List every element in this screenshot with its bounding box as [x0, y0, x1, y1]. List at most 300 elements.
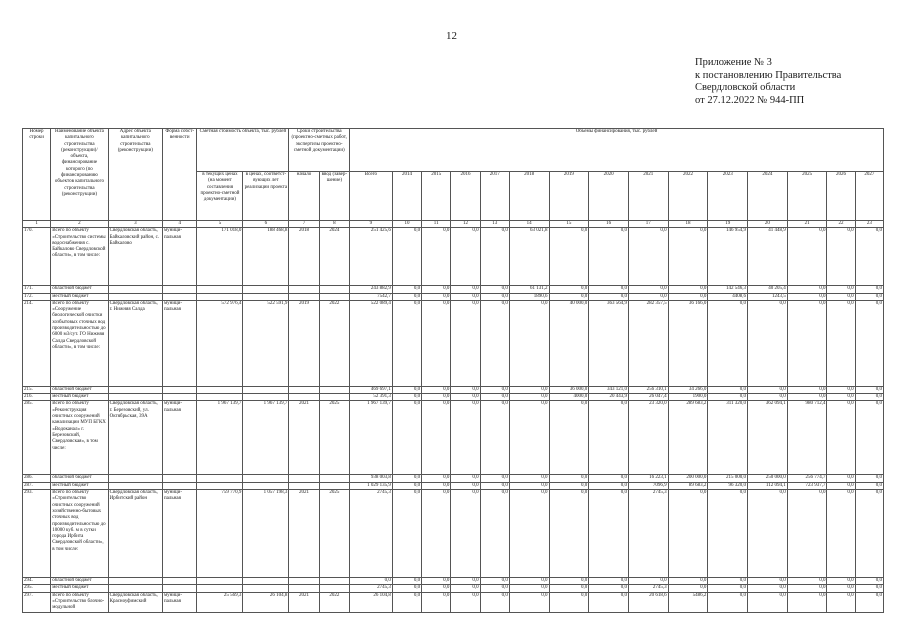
financing-year-value: 0,0: [855, 401, 883, 475]
financing-year-value: 0,0: [549, 592, 589, 612]
object-address: [108, 475, 162, 482]
ownership-form: муници-пальная: [162, 490, 196, 578]
header-total: Всего: [350, 172, 393, 221]
object-name: областной бюджет: [51, 286, 108, 293]
table-row: [23, 592, 884, 612]
financing-year-value: 0,0: [509, 300, 549, 386]
financing-total: 7542,7: [350, 293, 393, 300]
header-cost-project-years: в ценах, соответст-вующих лет реализации проекта: [243, 172, 289, 221]
term-end: 2022: [319, 300, 349, 386]
header-year: 2021: [628, 172, 668, 221]
financing-year-value: 0,0: [422, 394, 451, 401]
term-start: [289, 578, 319, 585]
financing-total: 938 003,8: [350, 475, 393, 482]
term-start: [289, 293, 319, 300]
financing-year-value: 61 131,2: [509, 286, 549, 293]
row-number: 287.: [23, 482, 51, 489]
financing-year-value: 0,0: [480, 490, 509, 578]
financing-year-value: 0,0: [589, 490, 629, 578]
financing-year-value: 0,0: [392, 394, 421, 401]
table-row: [23, 228, 884, 286]
financing-year-value: 0,0: [422, 482, 451, 489]
financing-year-value: 0,0: [392, 585, 421, 592]
financing-year-value: 1890,6: [509, 293, 549, 300]
financing-year-value: 0,0: [480, 592, 509, 612]
financing-year-value: 0,0: [855, 585, 883, 592]
cost-current: 171 018,0: [197, 228, 243, 286]
financing-year-value: 0,0: [480, 293, 509, 300]
financing-year-value: 0,0: [827, 482, 855, 489]
header-year: 2027: [855, 172, 883, 221]
financing-year-value: 0,0: [392, 482, 421, 489]
column-number: 12: [451, 221, 480, 228]
header-year: 2022: [668, 172, 708, 221]
row-number: 216.: [23, 394, 51, 401]
financing-year-value: 0,0: [855, 482, 883, 489]
financing-year-value: 0,0: [422, 592, 451, 612]
financing-year-value: 0,0: [668, 286, 708, 293]
financing-year-value: 1900,0: [668, 394, 708, 401]
row-number: 215.: [23, 386, 51, 393]
object-address: [108, 386, 162, 393]
financing-year-value: 0,0: [855, 386, 883, 393]
row-number: 297.: [23, 592, 51, 612]
column-number: 11: [422, 221, 451, 228]
header-term-end: ввод (завер-шение): [319, 172, 349, 221]
financing-year-value: 0,0: [392, 286, 421, 293]
financing-year-value: 0,0: [708, 394, 748, 401]
column-number: 23: [855, 221, 883, 228]
financing-year-value: 40 000,0: [549, 300, 589, 386]
cost-project-years: [243, 293, 289, 300]
table-row: [23, 386, 884, 393]
table-row: [23, 394, 884, 401]
financing-year-value: 0,0: [787, 585, 827, 592]
row-number: 172.: [23, 293, 51, 300]
header-object-name: Наименование объекта капитального строительства (реконструкции)/ объекта, финансирование которого (по финансированию объектов капитального строительства (реконструкции): [51, 129, 108, 221]
object-address: [108, 482, 162, 489]
row-number: 171.: [23, 286, 51, 293]
financing-total: 1 029 135,9: [350, 482, 393, 489]
object-address: Свердловская область, Ирбитский район: [108, 490, 162, 578]
financing-year-value: 200 000,0: [668, 475, 708, 482]
object-address: [108, 585, 162, 592]
financing-year-value: 0,0: [392, 578, 421, 585]
financing-year-value: 0,0: [748, 394, 788, 401]
column-number: 22: [827, 221, 855, 228]
financing-year-value: 0,0: [827, 286, 855, 293]
term-start: [289, 394, 319, 401]
financing-year-value: 0,0: [827, 394, 855, 401]
financing-year-value: 0,0: [787, 286, 827, 293]
financing-year-value: 289 683,2: [668, 401, 708, 475]
term-end: [319, 394, 349, 401]
financing-year-value: 0,0: [589, 482, 629, 489]
table-row: [23, 286, 884, 293]
financing-year-value: 0,0: [480, 585, 509, 592]
financing-year-value: 250 000,0: [748, 475, 788, 482]
cost-project-years: [243, 386, 289, 393]
financing-year-value: 0,0: [451, 578, 480, 585]
financing-year-value: 0,0: [480, 482, 509, 489]
financing-year-value: 0,0: [451, 228, 480, 286]
cost-project-years: 188 468,8: [243, 228, 289, 286]
financing-year-value: 0,0: [827, 293, 855, 300]
financing-year-value: 0,0: [451, 475, 480, 482]
financing-year-value: 0,0: [708, 578, 748, 585]
financing-year-value: 0,0: [422, 578, 451, 585]
object-name: местный бюджет: [51, 585, 108, 592]
ownership-form: [162, 386, 196, 393]
financing-year-value: 0,0: [628, 286, 668, 293]
financing-year-value: 0,0: [787, 578, 827, 585]
term-end: [319, 482, 349, 489]
object-name: Всего по объекту «Сооружение биологической очистки хозбытовых сточных вод производительностью до 6000 м3/сут. ГО Нижняя Салда Свердловской области», в том числе:: [51, 300, 108, 386]
object-name: местный бюджет: [51, 293, 108, 300]
term-end: [319, 585, 349, 592]
term-start: 2018: [289, 228, 319, 286]
financing-year-value: 40 205,4: [748, 286, 788, 293]
financing-year-value: 0,0: [589, 592, 629, 612]
financing-year-value: 0,0: [549, 228, 589, 286]
financing-year-value: 0,0: [451, 300, 480, 386]
financing-year-value: 0,0: [422, 286, 451, 293]
ownership-form: [162, 585, 196, 592]
financing-year-value: 282 357,5: [628, 300, 668, 386]
financing-year-value: 0,0: [708, 592, 748, 612]
financing-year-value: 0,0: [855, 300, 883, 386]
financing-year-value: 0,0: [589, 585, 629, 592]
appendix-line: Приложение № 3: [695, 57, 772, 68]
cost-current: [197, 386, 243, 393]
financing-year-value: 26 047,4: [628, 394, 668, 401]
term-start: 2021: [289, 592, 319, 612]
financing-table: [22, 128, 884, 613]
financing-year-value: 0,0: [509, 401, 549, 475]
term-end: [319, 475, 349, 482]
row-number: 214.: [23, 300, 51, 386]
table-row: [23, 300, 884, 386]
financing-year-value: 0,0: [748, 592, 788, 612]
financing-year-value: 0,0: [509, 394, 549, 401]
financing-year-value: 0,0: [451, 394, 480, 401]
financing-year-value: 0,0: [549, 475, 589, 482]
ownership-form: [162, 475, 196, 482]
term-start: [289, 475, 319, 482]
column-number: 16: [589, 221, 629, 228]
term-start: 2019: [289, 300, 319, 386]
financing-year-value: 0,0: [855, 475, 883, 482]
financing-year-value: 0,0: [549, 286, 589, 293]
financing-year-value: 362 094,1: [748, 401, 788, 475]
financing-year-value: 0,0: [589, 228, 629, 286]
column-number: 18: [668, 221, 708, 228]
cost-current: [197, 286, 243, 293]
financing-year-value: 0,0: [827, 585, 855, 592]
column-number: 21: [787, 221, 827, 228]
row-number: 285.: [23, 401, 51, 475]
financing-year-value: 0,0: [480, 475, 509, 482]
financing-year-value: 0,0: [827, 578, 855, 585]
ownership-form: [162, 578, 196, 585]
financing-total: 2745,3: [350, 585, 393, 592]
financing-year-value: 0,0: [748, 490, 788, 578]
financing-year-value: 0,0: [787, 490, 827, 578]
financing-year-value: 0,0: [787, 293, 827, 300]
ownership-form: [162, 394, 196, 401]
object-name: местный бюджет: [51, 394, 108, 401]
object-name: Всего по объекту «Реконструкция очистных сооружений канализации МУП БГКХ «Водоканал» г. Березовский, Свердловская», в том числе:: [51, 401, 108, 475]
financing-year-value: 0,0: [422, 490, 451, 578]
financing-year-value: 0,0: [855, 228, 883, 286]
term-end: [319, 386, 349, 393]
cost-current: 759 770,9: [197, 490, 243, 578]
financing-year-value: 0,0: [855, 286, 883, 293]
object-address: Свердловская область, г. Нижняя Салда: [108, 300, 162, 386]
financing-year-value: 0,0: [748, 578, 788, 585]
financing-year-value: 215 000,0: [708, 475, 748, 482]
financing-year-value: 0,0: [422, 585, 451, 592]
financing-year-value: 0,0: [480, 228, 509, 286]
financing-year-value: 0,0: [451, 401, 480, 475]
appendix-line: к постановлению Правительства: [695, 69, 842, 81]
column-number: 5: [197, 221, 243, 228]
ownership-form: муници-пальная: [162, 300, 196, 386]
header-construction-terms: Сроки строительства (проектно-сметных работ, экспертизы проектно-сметной документации): [289, 129, 350, 172]
financing-year-value: 41 448,9: [748, 228, 788, 286]
header-row-number: Номер строки: [23, 129, 51, 221]
object-name: областной бюджет: [51, 386, 108, 393]
financing-year-value: 0,0: [480, 386, 509, 393]
table-row: [23, 475, 884, 482]
financing-year-value: 0,0: [708, 300, 748, 386]
column-number: 14: [509, 221, 549, 228]
financing-year-value: 0,0: [549, 578, 589, 585]
cost-current: 572 976,4: [197, 300, 243, 386]
financing-year-value: 36 000,0: [549, 386, 589, 393]
financing-year-value: 4408,6: [708, 293, 748, 300]
cost-project-years: 522 591,9: [243, 300, 289, 386]
header-year: 2015: [422, 172, 451, 221]
financing-year-value: 0,0: [451, 490, 480, 578]
financing-year-value: 0,0: [549, 293, 589, 300]
financing-year-value: 0,0: [855, 394, 883, 401]
ownership-form: муници-пальная: [162, 592, 196, 612]
cost-project-years: 26 104,8: [243, 592, 289, 612]
financing-total: 522 089,4: [350, 300, 393, 386]
financing-year-value: 1243,5: [748, 293, 788, 300]
header-year: 2020: [589, 172, 629, 221]
financing-year-value: 256 774,7: [787, 475, 827, 482]
object-address: [108, 394, 162, 401]
column-number: 10: [392, 221, 421, 228]
column-number: 2: [51, 221, 108, 228]
financing-year-value: 0,0: [827, 490, 855, 578]
financing-year-value: 0,0: [480, 300, 509, 386]
financing-total: 243 882,9: [350, 286, 393, 293]
financing-year-value: 0,0: [748, 585, 788, 592]
column-number: 15: [549, 221, 589, 228]
column-number: 20: [748, 221, 788, 228]
financing-year-value: 0,0: [480, 394, 509, 401]
financing-year-value: 0,0: [855, 293, 883, 300]
financing-year-value: 0,0: [787, 386, 827, 393]
financing-year-value: 0,0: [509, 592, 549, 612]
financing-year-value: 0,0: [509, 482, 549, 489]
financing-year-value: 0,0: [668, 585, 708, 592]
column-number: 9: [350, 221, 393, 228]
financing-year-value: 0,0: [628, 293, 668, 300]
term-start: [289, 286, 319, 293]
header-term-start: начало: [289, 172, 319, 221]
financing-year-value: 0,0: [589, 286, 629, 293]
financing-year-value: 96 320,0: [708, 482, 748, 489]
financing-year-value: 0,0: [451, 592, 480, 612]
financing-year-value: 0,0: [668, 293, 708, 300]
header-year: 2026: [827, 172, 855, 221]
financing-year-value: 16 223,1: [628, 475, 668, 482]
financing-year-value: 20 618,6: [628, 592, 668, 612]
cost-project-years: [243, 475, 289, 482]
financing-year-value: 0,0: [589, 475, 629, 482]
financing-year-value: 0,0: [855, 490, 883, 578]
ownership-form: муници-пальная: [162, 228, 196, 286]
financing-year-value: 20 443,9: [589, 394, 629, 401]
financing-year-value: 0,0: [509, 578, 549, 585]
header-financing-volume: Объемы финансирования, тыс. рублей: [350, 129, 884, 172]
column-number: 6: [243, 221, 289, 228]
financing-year-value: 256 310,1: [628, 386, 668, 393]
cost-current: [197, 585, 243, 592]
financing-year-value: 0,0: [589, 293, 629, 300]
column-number: 4: [162, 221, 196, 228]
financing-year-value: 0,0: [668, 490, 708, 578]
cost-project-years: 1 057 198,3: [243, 490, 289, 578]
column-number: 17: [628, 221, 668, 228]
financing-year-value: 0,0: [422, 300, 451, 386]
financing-year-value: 0,0: [392, 293, 421, 300]
financing-year-value: 0,0: [549, 490, 589, 578]
cost-current: 1 967 139,7: [197, 401, 243, 475]
term-end: 2025: [319, 490, 349, 578]
financing-year-value: 0,0: [708, 585, 748, 592]
financing-year-value: 723 937,7: [787, 482, 827, 489]
cost-project-years: 1 967 139,7: [243, 401, 289, 475]
object-address: [108, 578, 162, 585]
financing-year-value: 5486,2: [668, 592, 708, 612]
object-name: Всего по объекту «Строительство очистных сооружений хозяйственно-бытовых сточных вод производительностью до 10000 куб. м в сутки города Ирбита Свердловской области», в том числе:: [51, 490, 108, 578]
financing-year-value: 0,0: [549, 585, 589, 592]
financing-total: 469 697,1: [350, 386, 393, 393]
financing-year-value: 0,0: [480, 578, 509, 585]
financing-year-value: 0,0: [668, 578, 708, 585]
financing-year-value: 0,0: [392, 475, 421, 482]
financing-year-value: 343 121,0: [589, 386, 629, 393]
financing-total: 1 967 139,7: [350, 401, 393, 475]
financing-year-value: 2745,3: [628, 585, 668, 592]
term-end: [319, 293, 349, 300]
object-name: областной бюджет: [51, 475, 108, 482]
term-end: 2022: [319, 592, 349, 612]
row-number: 294.: [23, 578, 51, 585]
financing-year-value: 0,0: [855, 578, 883, 585]
cost-project-years: [243, 585, 289, 592]
financing-total: 0,0: [350, 578, 393, 585]
header-estimated-cost: Сметная стоимость объекта, тыс. рублей: [197, 129, 289, 172]
financing-year-value: 0,0: [509, 475, 549, 482]
financing-year-value: 0,0: [392, 300, 421, 386]
financing-year-value: 0,0: [392, 401, 421, 475]
financing-year-value: 146 954,9: [708, 228, 748, 286]
object-name: местный бюджет: [51, 482, 108, 489]
financing-year-value: 2745,3: [628, 490, 668, 578]
column-number: 3: [108, 221, 162, 228]
table-row: [23, 401, 884, 475]
financing-year-value: 0,0: [509, 386, 549, 393]
financing-year-value: 0,0: [451, 482, 480, 489]
header-year: 2023: [708, 172, 748, 221]
row-number: 286.: [23, 475, 51, 482]
appendix-line: Свердловской области: [695, 82, 796, 93]
object-address: Свердловская область, г. Березовский, ул. Октябрьская, 39А: [108, 401, 162, 475]
column-number: 7: [289, 221, 319, 228]
header-ownership: Форма собст-венности: [162, 129, 196, 221]
ownership-form: муници-пальная: [162, 401, 196, 475]
page-number: 12: [446, 30, 457, 42]
header-year: 2014: [392, 172, 421, 221]
financing-total: 251 425,6: [350, 228, 393, 286]
financing-year-value: 0,0: [509, 585, 549, 592]
financing-year-value: 0,0: [628, 228, 668, 286]
header-address: Адрес объекта капитального строительства (реконструкции): [108, 129, 162, 221]
cost-project-years: [243, 286, 289, 293]
cost-project-years: [243, 578, 289, 585]
financing-year-value: 0,0: [827, 592, 855, 612]
financing-year-value: 0,0: [509, 490, 549, 578]
financing-year-value: 0,0: [827, 386, 855, 393]
financing-year-value: 0,0: [451, 293, 480, 300]
header-year: 2024: [748, 172, 788, 221]
financing-year-value: 0,0: [827, 401, 855, 475]
cost-current: [197, 293, 243, 300]
financing-year-value: 0,0: [827, 228, 855, 286]
row-number: 170.: [23, 228, 51, 286]
financing-year-value: 0,0: [451, 386, 480, 393]
financing-year-value: 0,0: [787, 394, 827, 401]
table-row: [23, 293, 884, 300]
financing-year-value: 0,0: [787, 592, 827, 612]
financing-year-value: 89 683,2: [668, 482, 708, 489]
financing-year-value: 7096,9: [628, 482, 668, 489]
financing-year-value: 4000,0: [549, 394, 589, 401]
term-end: 2024: [319, 228, 349, 286]
ownership-form: [162, 293, 196, 300]
term-start: 2021: [289, 490, 319, 578]
appendix-header: [695, 57, 841, 107]
row-number: 295.: [23, 585, 51, 592]
header-cost-current: в текущих ценах (на момент составления проектно-сметной документации): [197, 172, 243, 221]
financing-year-value: 112 094,1: [748, 482, 788, 489]
financing-year-value: 0,0: [827, 475, 855, 482]
financing-year-value: 0,0: [748, 300, 788, 386]
financing-total: 26 104,8: [350, 592, 393, 612]
financing-year-value: 0,0: [422, 475, 451, 482]
header-year: 2019: [549, 172, 589, 221]
financing-year-value: 0,0: [708, 490, 748, 578]
column-number: 1: [23, 221, 51, 228]
object-name: Всего по объекту «Строительство блочно-модульной: [51, 592, 108, 612]
financing-year-value: 0,0: [422, 293, 451, 300]
